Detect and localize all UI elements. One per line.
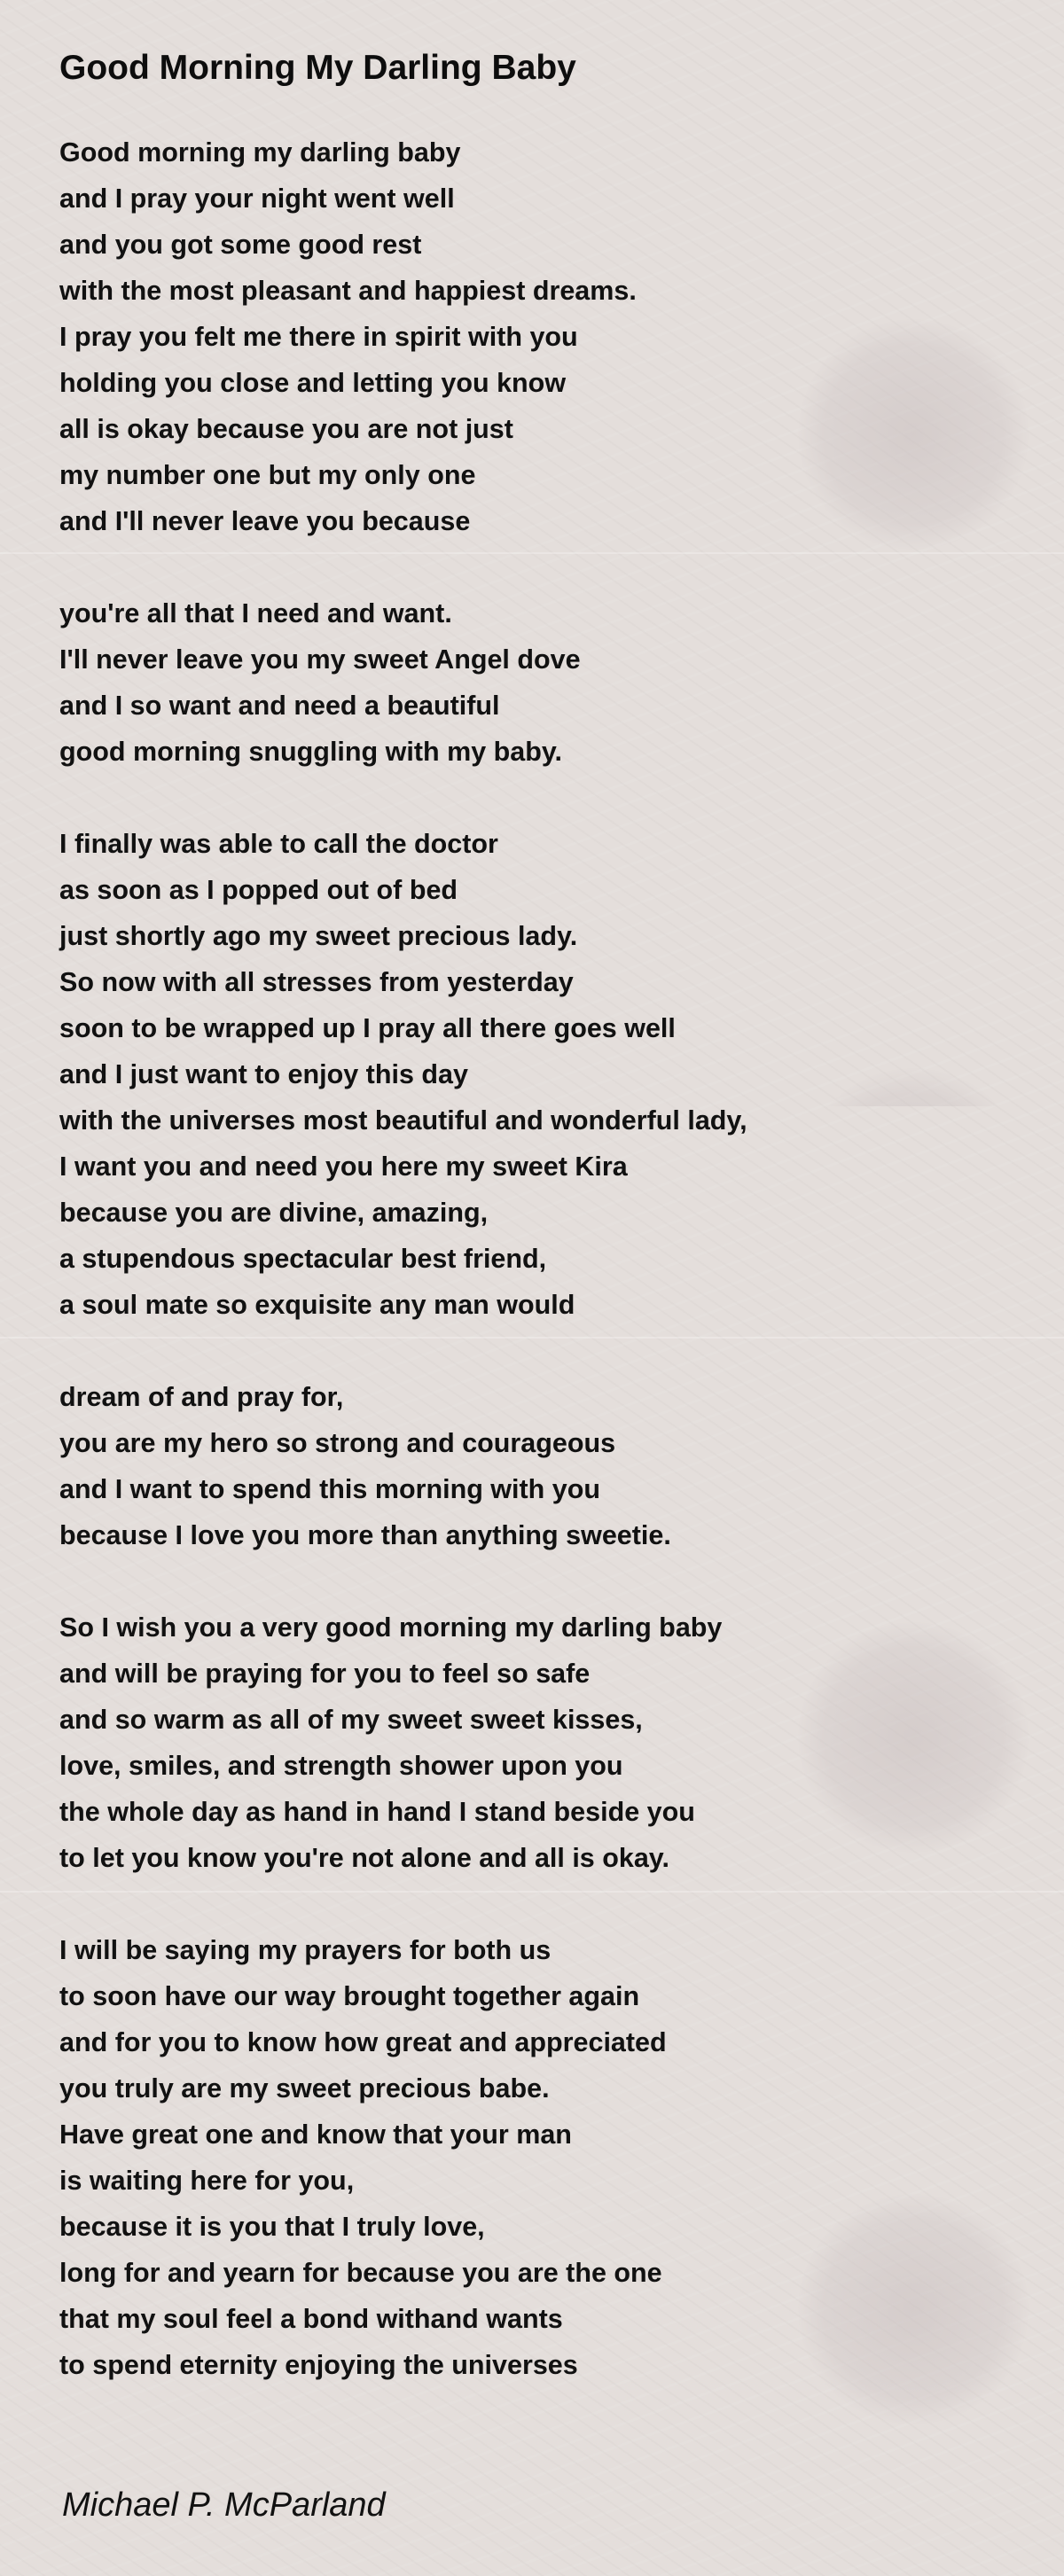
poem-line: I want you and need you here my sweet Kira [59, 1151, 628, 1182]
poem-line: and I so want and need a beautiful [59, 691, 500, 721]
poem-line: with the most pleasant and happiest dreams. [59, 276, 637, 306]
poem-author: Michael P. McParland [62, 2486, 386, 2524]
poem-line: I pray you felt me there in spirit with you [59, 322, 578, 352]
poem-line: a soul mate so exquisite any man would [59, 1290, 575, 1320]
poem-title: Good Morning My Darling Baby [59, 49, 576, 87]
poem-line: you are my hero so strong and courageous [59, 1428, 616, 1458]
poem-line: love, smiles, and strength shower upon you [59, 1751, 623, 1781]
poem-line: a stupendous spectacular best friend, [59, 1244, 547, 1274]
poem-line: and you got some good rest [59, 230, 422, 260]
poem-line: because you are divine, amazing, [59, 1198, 489, 1228]
poem-line: dream of and pray for, [59, 1382, 344, 1412]
poem-line: good morning snuggling with my baby. [59, 737, 563, 767]
poem-line: is waiting here for you, [59, 2166, 355, 2196]
poem-line: to let you know you're not alone and all is okay. [59, 1843, 669, 1873]
poem-line: you truly are my sweet precious babe. [59, 2073, 550, 2104]
poem-line: and I just want to enjoy this day [59, 1059, 468, 1089]
poem-line: I finally was able to call the doctor [59, 829, 498, 859]
poem-line: soon to be wrapped up I pray all there goes well [59, 1013, 676, 1043]
poem-line: So I wish you a very good morning my darling baby [59, 1612, 723, 1643]
poem-line: and I want to spend this morning with you [59, 1474, 600, 1504]
poem-stanza [59, 1374, 999, 1558]
poem-line: and will be praying for you to feel so safe [59, 1659, 591, 1689]
poem-stanza [59, 590, 999, 775]
poem-line: and I'll never leave you because [59, 506, 471, 536]
poem-line: just shortly ago my sweet precious lady. [59, 921, 578, 951]
poem-line: and I pray your night went well [59, 183, 455, 214]
poem-line: and so warm as all of my sweet sweet kisses, [59, 1705, 643, 1735]
poem-line: with the universes most beautiful and wonderful lady, [59, 1105, 747, 1136]
poem-line: I'll never leave you my sweet Angel dove [59, 644, 581, 675]
poem-line: because I love you more than anything sweetie. [59, 1520, 671, 1550]
poem-line: all is okay because you are not just [59, 414, 513, 444]
poem-body [59, 129, 999, 2388]
poem-stanza [59, 821, 999, 1328]
poem-stanza [59, 1927, 999, 2388]
poem-line: the whole day as hand in hand I stand beside you [59, 1797, 695, 1827]
poem-line: long for and yearn for because you are the one [59, 2258, 662, 2288]
poem-stanza [59, 1604, 999, 1881]
poem-line: Have great one and know that your man [59, 2119, 572, 2150]
poem-line: that my soul feel a bond withand wants [59, 2304, 563, 2334]
poem-line: holding you close and letting you know [59, 368, 567, 398]
poem-stanza [59, 129, 999, 544]
poem-line: my number one but my only one [59, 460, 476, 490]
poem-line: because it is you that I truly love, [59, 2212, 485, 2242]
poem-line: So now with all stresses from yesterday [59, 967, 574, 997]
poem-line: as soon as I popped out of bed [59, 875, 458, 905]
poem-line: Good morning my darling baby [59, 137, 461, 168]
poem-line: to spend eternity enjoying the universes [59, 2350, 578, 2380]
poem-line: to soon have our way brought together again [59, 1981, 640, 2011]
poem-line: I will be saying my prayers for both us [59, 1935, 552, 1965]
poem-line: and for you to know how great and appreciated [59, 2027, 667, 2057]
poem-line: you're all that I need and want. [59, 598, 452, 628]
poem-content [59, 46, 999, 2434]
